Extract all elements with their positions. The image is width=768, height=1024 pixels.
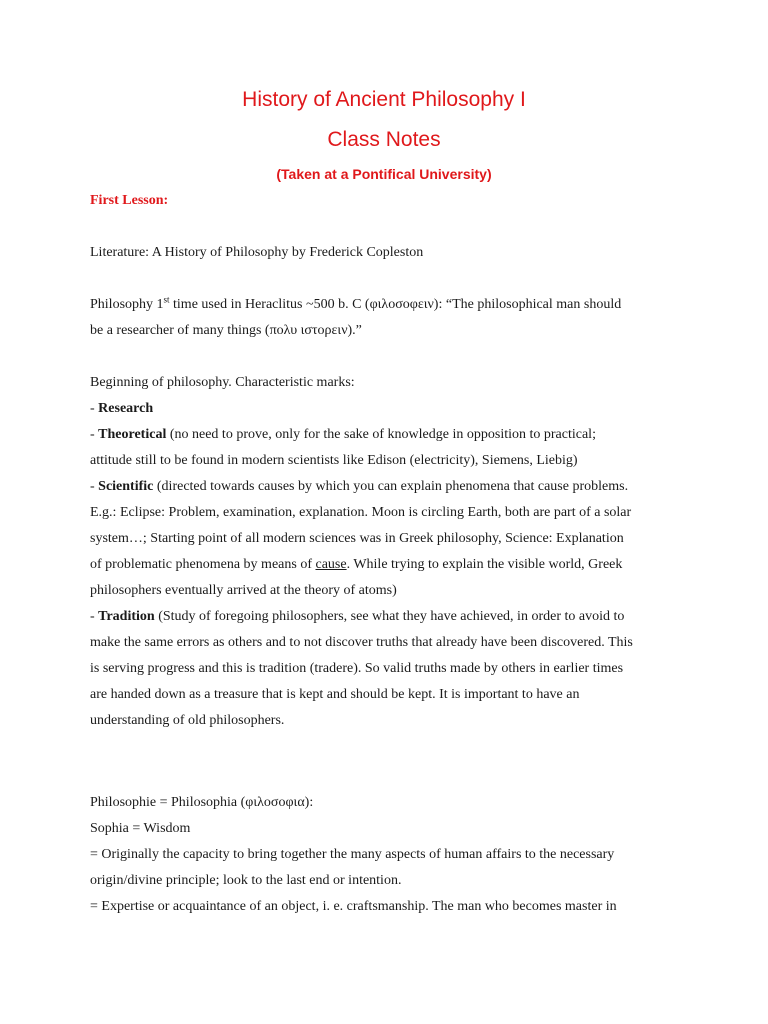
mark-tradition-line2: make the same errors as others and to not discover truths that already have been discovered. This [90,635,633,650]
sophia-line: Sophia = Wisdom [90,821,191,836]
mark-scientific [90,474,680,500]
mark-term: Theoretical [98,427,167,442]
text-run: - [90,427,99,442]
mark-scientific-line3: system…; Starting point of all modern sciences was in Greek philosophy, Science: Explanation [90,531,624,546]
text-run: time used in Heraclitus ~500 b. C (φιλοσοφειν): “The philosophical man should [169,297,622,312]
document-title: History of Ancient Philosophy I [242,88,526,111]
text-run: - [90,401,99,416]
philosophie-section [90,790,680,920]
text-run: . While trying to explain the visible world, Greek [346,557,623,572]
mark-term: Scientific [98,479,154,494]
text-run: (Study of foregoing philosophers, see what they have achieved, in order to avoid to [154,609,625,624]
source-note: (Taken at a Pontifical University) [276,166,492,182]
definition-line: origin/divine principle; look to the last end or intention. [90,873,402,888]
definition-line: = Originally the capacity to bring together the many aspects of human affairs to the necessary [90,847,615,862]
mark-theoretical [90,422,680,448]
text-run: of problematic phenomena by means of [90,557,316,572]
mark-term: Tradition [98,609,155,624]
text-run: (directed towards causes by which you can explain phenomena that cause problems. [153,479,629,494]
mark-tradition-line3: is serving progress and this is tradition (tradere). So valid truths made by others in earlier times [90,661,624,676]
document-subtitle: Class Notes [327,128,441,151]
text-run: - [90,609,99,624]
superscript: st [163,294,170,305]
text-run: (no need to prove, only for the sake of knowledge in opposition to practical; [166,427,596,442]
underlined-term: cause [315,557,347,572]
text-run: Philosophy 1 [90,297,164,312]
mark-research [90,396,680,422]
mark-theoretical-line2: attitude still to be found in modern scientists like Edison (electricity), Siemens, Liebig) [90,453,578,468]
philosophy-first-use-line2: be a researcher of many things (πολυ ιστορειν).” [90,323,362,338]
lesson-heading: First Lesson: [90,193,169,208]
mark-term: Research [98,401,154,416]
mark-tradition-line4: are handed down as a treasure that is kept and should be kept. It is important to have an [90,687,580,702]
mark-scientific-line2: E.g.: Eclipse: Problem, examination, explanation. Moon is circling Earth, both are part of a solar [90,505,632,520]
mark-tradition [90,604,680,630]
philosophie-line: Philosophie = Philosophia (φιλοσοφια): [90,795,314,810]
mark-scientific-line4 [90,552,680,578]
text-run: - [90,479,99,494]
beginning-line: Beginning of philosophy. Characteristic marks: [90,375,355,390]
definition-line: = Expertise or acquaintance of an object, i. e. craftsmanship. The man who becomes master in [90,899,617,914]
mark-scientific-line5: philosophers eventually arrived at the theory of atoms) [90,583,397,598]
body-text [90,240,680,734]
literature-line: Literature: A History of Philosophy by Frederick Copleston [90,245,424,260]
philosophy-first-use [90,292,680,318]
mark-tradition-line5: understanding of old philosophers. [90,713,285,728]
